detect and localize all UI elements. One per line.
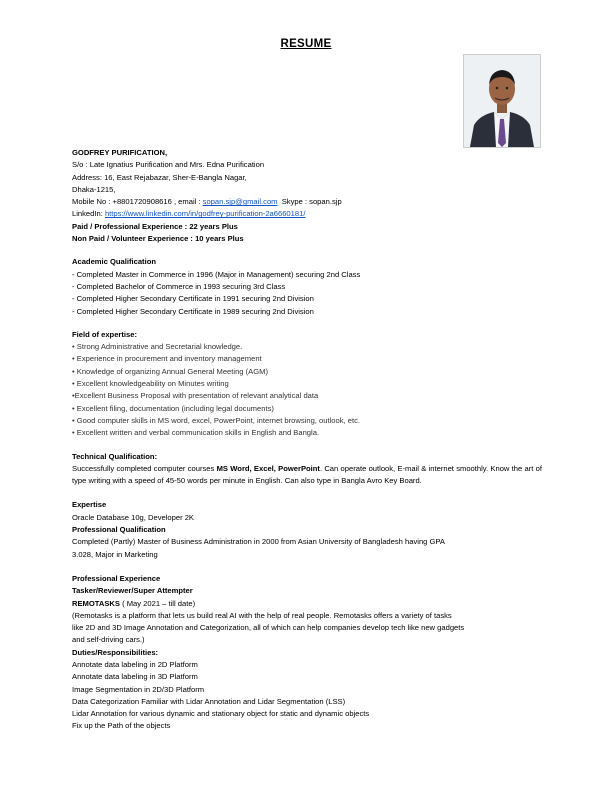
academic-item: - Completed Master in Commerce in 1996 (Major in Management) securing 2nd Class xyxy=(72,269,361,279)
technical-heading: Technical Qualification: xyxy=(72,451,158,461)
linkedin-line xyxy=(72,208,542,220)
expertise-item: • Experience in procurement and inventory management xyxy=(72,354,262,364)
experience-description: (Remotasks is a platform that lets us build real AI with the help of real people. Remotasks offers a variety of tasks xyxy=(72,610,452,620)
experience-company-line xyxy=(72,598,542,610)
linkedin-link[interactable]: https://www.linkedin.com/in/godfrey-purification-2a6660181/ xyxy=(104,209,306,219)
expertise-item: • Excellent written and verbal communication skills in English and Bangla. xyxy=(72,428,320,438)
technical-text-pre: Successfully completed computer courses xyxy=(72,463,217,473)
academic-item: - Completed Higher Secondary Certificate in 1991 securing 2nd Division xyxy=(72,294,314,304)
expertise-item: • Excellent filing, documentation (including legal documents) xyxy=(72,403,274,413)
page-title: RESUME xyxy=(280,38,332,50)
duty-item: Annotate data labeling in 2D Platform xyxy=(72,659,198,669)
address-line-1: Address: 16, East Rejabazar, Sher-E-Bangla Nagar, xyxy=(72,172,247,182)
duty-item: Data Categorization Familiar with Lidar Annotation and Lidar Segmentation (LSS) xyxy=(72,696,346,706)
professional-qualification-heading: Professional Qualification xyxy=(72,525,166,535)
duty-item: Annotate data labeling in 3D Platform xyxy=(72,672,198,682)
expertise-item: • Excellent knowledgeability on Minutes writing xyxy=(72,379,229,389)
candidate-name: GODFREY PURIFICATION, xyxy=(72,148,168,157)
mobile-text: Mobile No : +8801720908616 , email : xyxy=(72,197,203,207)
profile-photo-illustration xyxy=(464,55,540,147)
experience-period: ( May 2021 – till date) xyxy=(119,598,196,608)
duty-item: Lidar Annotation for various dynamic and stationary object for static and dynamic objects xyxy=(72,709,370,719)
field-of-expertise-heading: Field of expertise: xyxy=(72,329,137,339)
academic-heading: Academic Qualification xyxy=(72,257,156,267)
experience-description: like 2D and 3D Image Annotation and Categorization, all of which can help companies develop tech like new gadgets xyxy=(72,623,465,633)
expertise-text: Oracle Database 10g, Developer 2K xyxy=(72,512,194,522)
duties-heading: Duties/Responsibilities: xyxy=(72,647,159,657)
skype-text: Skype : sopan.sjp xyxy=(277,197,342,207)
technical-text-bold: MS Word, Excel, PowerPoint xyxy=(216,463,320,473)
experience-company: REMOTASKS xyxy=(72,598,120,608)
expertise-item: • Good computer skills in MS word, excel, PowerPoint, internet browsing, outlook, etc. xyxy=(72,415,360,425)
email-link[interactable]: sopan.sjp@gmail.com xyxy=(202,197,278,207)
professional-qualification-line: 3.028, Major in Marketing xyxy=(72,549,158,559)
expertise-item: •Excellent Business Proposal with presentation of relevant analytical data xyxy=(72,391,319,401)
professional-qualification-line: Completed (Partly) Master of Business Administration in 2000 from Asian University of Bangladesh having GPA xyxy=(72,537,445,547)
expertise-item: • Knowledge of organizing Annual General Meeting (AGM) xyxy=(72,366,268,376)
profile-photo xyxy=(463,54,541,148)
duty-item: Fix up the Path of the objects xyxy=(72,721,171,731)
paid-experience: Paid / Professional Experience : 22 years Plus xyxy=(72,221,238,231)
contact-line xyxy=(72,196,542,208)
academic-item: - Completed Higher Secondary Certificate in 1989 securing 2nd Division xyxy=(72,306,314,316)
duty-item: Image Segmentation in 2D/3D Platform xyxy=(72,684,205,694)
experience-description: and self-driving cars.) xyxy=(72,635,145,645)
technical-text-post: . Can operate outlook, E-mail & internet smoothly. Know the art of type writing with a speed of 45-50 words per minute in English. Can also type in Bangla Avro Key Board. xyxy=(72,463,542,486)
expertise-heading: Expertise xyxy=(72,500,107,510)
academic-item: - Completed Bachelor of Commerce in 1993 securing 3rd Class xyxy=(72,281,286,291)
professional-experience-heading: Professional Experience xyxy=(72,573,161,583)
volunteer-experience: Non Paid / Volunteer Experience : 10 years Plus xyxy=(72,234,244,244)
linkedin-label: LinkedIn: xyxy=(72,209,105,219)
address-line-2: Dhaka-1215, xyxy=(72,184,116,194)
parents-line: S/o : Late Ignatius Purification and Mrs. Edna Purification xyxy=(72,160,265,170)
technical-paragraph xyxy=(72,463,542,488)
resume-content xyxy=(72,147,542,733)
experience-role: Tasker/Reviewer/Super Attempter xyxy=(72,586,193,596)
expertise-item: • Strong Administrative and Secretarial knowledge. xyxy=(72,342,243,352)
